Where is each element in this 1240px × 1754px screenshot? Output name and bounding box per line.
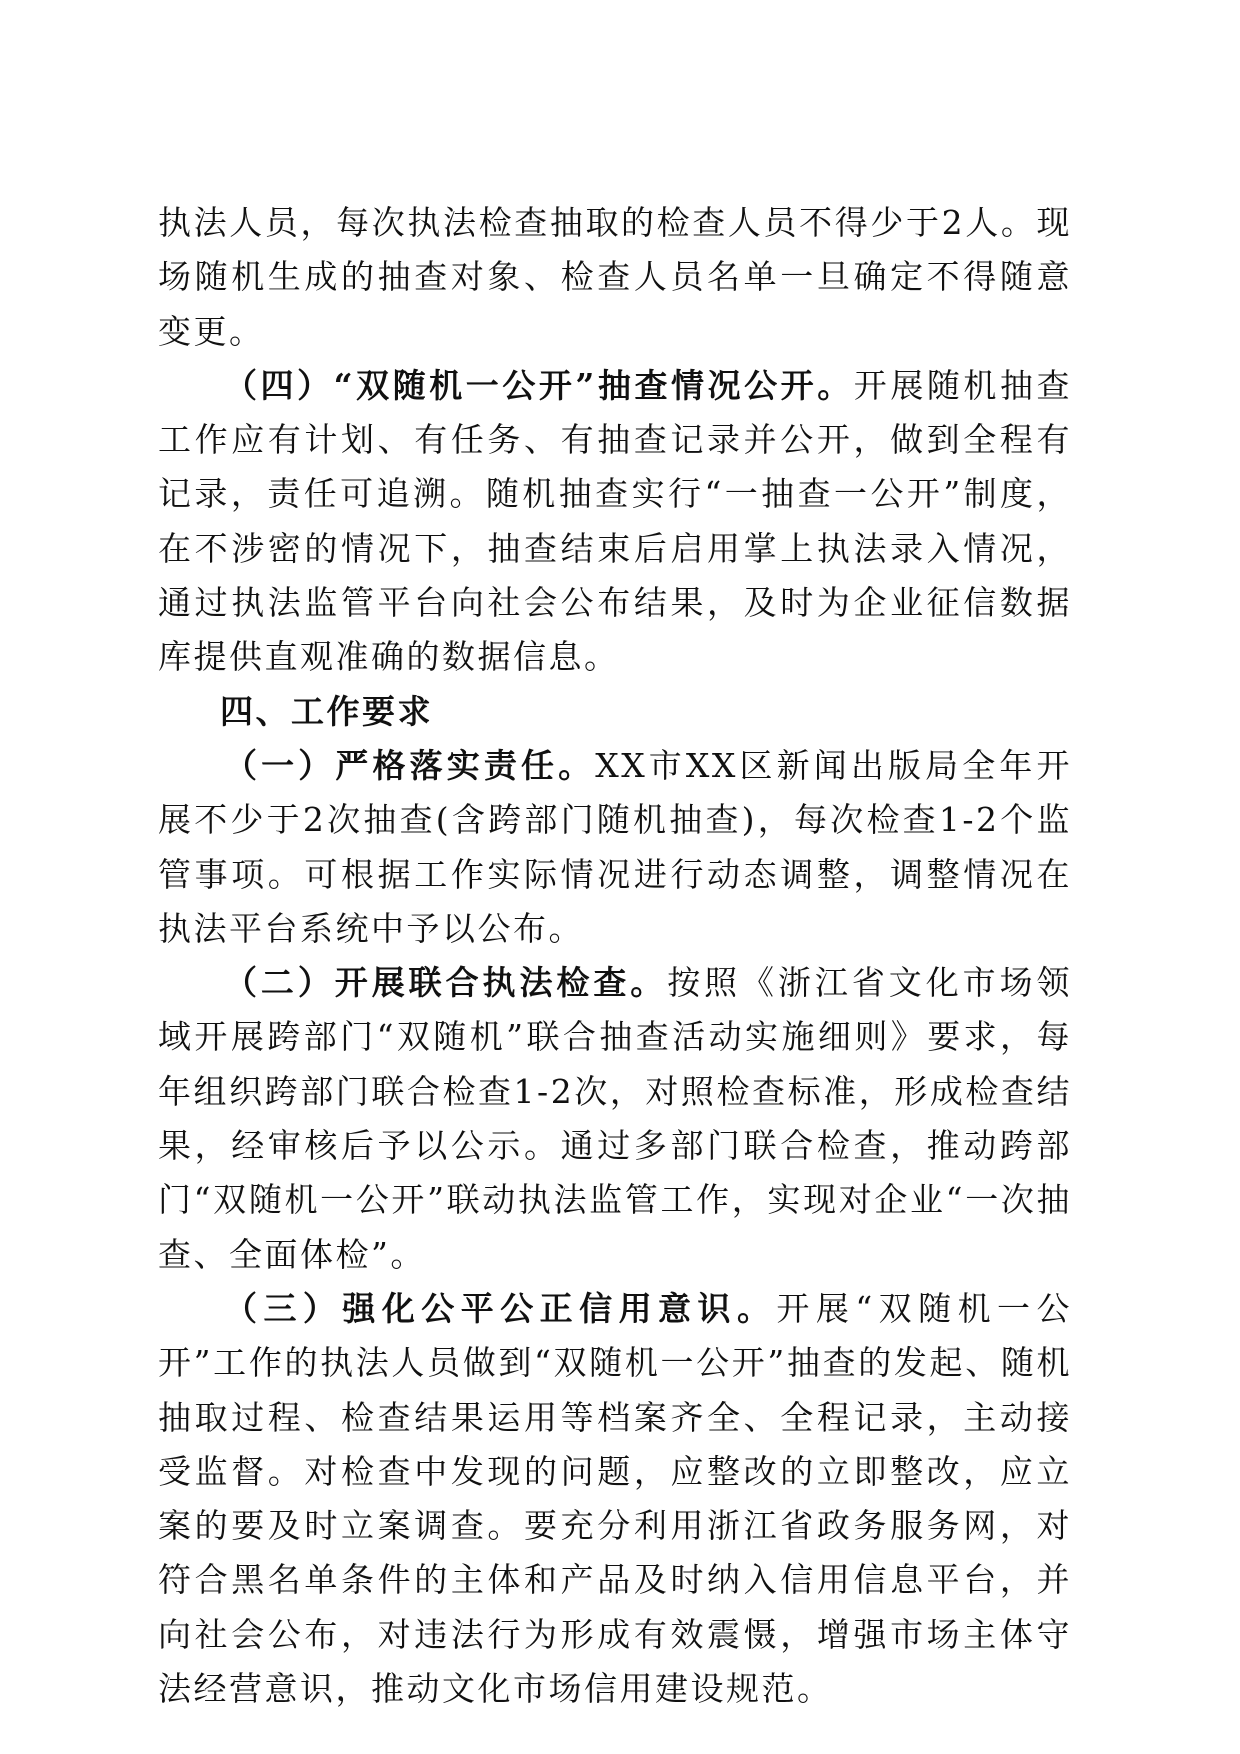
credit-awareness-paragraph xyxy=(158,1282,1072,1716)
continuation-paragraph: 执法人员，每次执法检查抽取的检查人员不得少于2人。现场随机生成的抽查对象、检查人员名单一旦确定不得随意变更。 xyxy=(158,203,1072,351)
document-body xyxy=(158,196,1072,1716)
responsibility-lead: （一）严格落实责任。 xyxy=(224,745,596,785)
responsibility-body: XX市XX区新闻出版局全年开展不少于2次抽查(含跨部门随机抽查)，每次检查1-2个监管事项。可根据工作实际情况进行动态调整，调整情况在执法平台系统中予以公布。 xyxy=(158,745,1072,948)
joint-inspection-paragraph xyxy=(158,956,1072,1282)
joint-inspection-lead: （二）开展联合执法检查。 xyxy=(224,963,668,1003)
credit-awareness-body: 开展“双随机一公开”工作的执法人员做到“双随机一公开”抽查的发起、随机抽取过程、检查结果运用等档案齐全、全程记录，主动接受监督。对检查中发现的问题，应整改的立即整改，应立案的要及时立案调查。要充分利用浙江省政务服务网，对符合黑名单条件的主体和产品及时纳入信用信息平台，并向社会公布，对违法行为形成有效震慑，增强市场主体守法经营意识，推动文化市场信用建设规范。 xyxy=(158,1288,1073,1709)
disclosure-paragraph xyxy=(158,359,1072,685)
disclosure-lead: （四）“双随机一公开”抽查情况公开。 xyxy=(224,365,854,405)
joint-inspection-body: 按照《浙江省文化市场领域开展跨部门“双随机”联合抽查活动实施细则》要求，每年组织跨部门联合检查1-2次，对照检查标准，形成检查结果，经审核后予以公示。通过多部门联合检查，推动跨部门“双随机一公开”联动执法监管工作，实现对企业“一次抽查、全面体检”。 xyxy=(158,963,1073,1274)
responsibility-paragraph xyxy=(158,739,1072,956)
section-heading-work-requirements: 四、工作要求 xyxy=(220,691,433,731)
disclosure-body: 开展随机抽查工作应有计划、有任务、有抽查记录并公开，做到全程有记录，责任可追溯。随机抽查实行“一抽查一公开”制度，在不涉密的情况下，抽查结束后启用掌上执法录入情况，通过执法监管平台向社会公布结果，及时为企业征信数据库提供直观准确的数据信息。 xyxy=(158,365,1073,677)
credit-awareness-lead: （三）强化公平公正信用意识。 xyxy=(224,1288,777,1328)
